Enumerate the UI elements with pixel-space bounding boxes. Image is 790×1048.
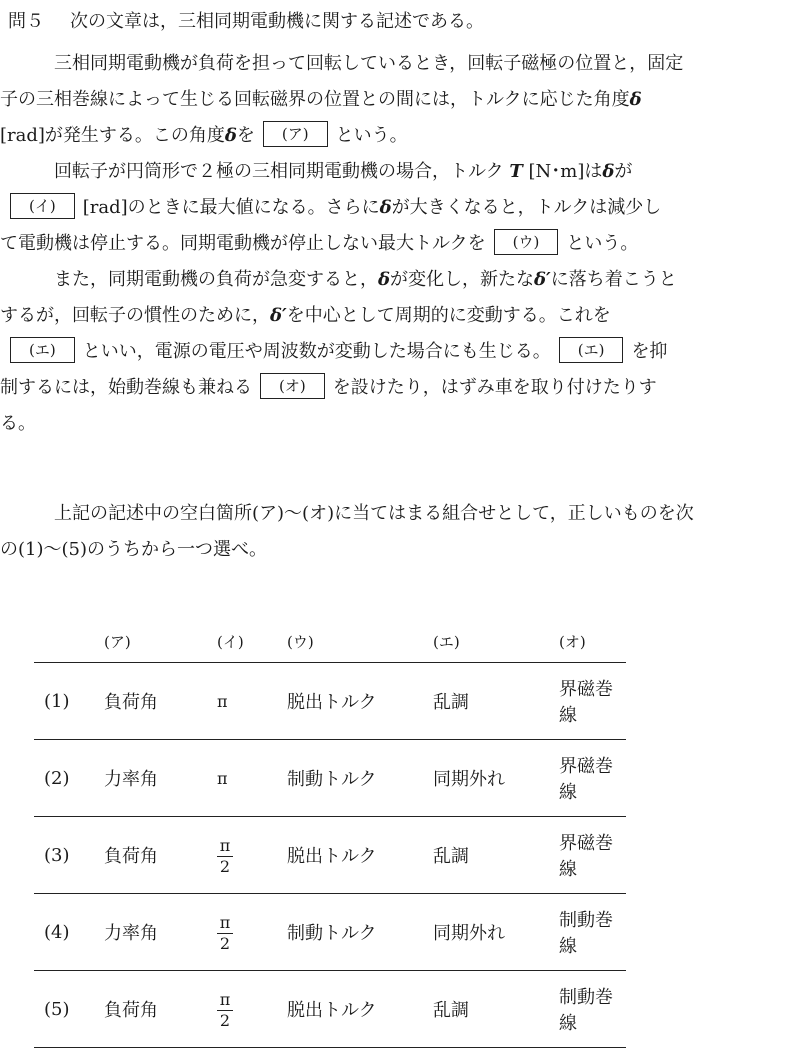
choice-cell-c: 脱出トルク	[286, 663, 432, 740]
delta-symbol: δ	[379, 197, 392, 218]
paragraph-line: [rad]が発生する。この角度δを (ア) という。	[0, 118, 750, 154]
paragraph-line: (イ) [rad]のときに最大値になる。さらにδが大きくなると，トルクは減少し	[0, 190, 750, 226]
paragraph-line: 三相同期電動機が負荷を担って回転しているとき，回転子磁極の位置と，固定	[54, 53, 684, 74]
paragraph-line: て電動機は停止する。同期電動機が停止しない最大トルクを (ウ) という。	[0, 226, 750, 262]
choice-cell-c: 制動トルク	[286, 740, 432, 817]
delta-symbol: δ	[224, 125, 237, 146]
blank-box-d-repeat: (エ)	[559, 337, 624, 363]
question-number: 問５	[8, 11, 44, 32]
fraction	[217, 914, 233, 953]
choice-number: (5)	[34, 971, 103, 1048]
choice-cell-a: 負荷角	[103, 663, 211, 740]
table-header-row	[34, 620, 626, 663]
paragraph-line: る。	[0, 413, 36, 434]
choice-cell-c: 制動トルク	[286, 894, 432, 971]
pi-symbol: π	[219, 835, 231, 855]
choice-cell-e: 制動巻線	[558, 894, 626, 971]
table-row[interactable]	[34, 740, 626, 817]
choice-cell-b	[211, 817, 286, 894]
paragraph-line: (エ) といい，電源の電圧や周波数が変動した場合にも生じる。 (エ) を抑	[0, 334, 750, 370]
paragraph-instruction	[0, 496, 750, 568]
fraction	[217, 991, 233, 1030]
paragraph-line: 上記の記述中の空白箇所(ア)～(オ)に当てはまる組合せとして，正しいものを次	[54, 503, 694, 524]
table-row[interactable]	[34, 817, 626, 894]
choice-cell-c: 脱出トルク	[286, 817, 432, 894]
paragraph-intro	[0, 46, 750, 154]
delta-prime-symbol: δ′	[534, 269, 551, 290]
choice-cell-e: 界磁巻線	[558, 817, 626, 894]
table-row[interactable]	[34, 663, 626, 740]
choice-cell-b	[211, 663, 286, 740]
choice-cell-a: 負荷角	[103, 817, 211, 894]
paragraph-line: するが，回転子の慣性のために，δ′を中心として周期的に変動する。これを	[0, 305, 611, 326]
blank-box-d: (エ)	[10, 337, 75, 363]
pi-symbol: π	[217, 768, 228, 788]
delta-symbol: δ	[629, 89, 642, 110]
fraction-denominator: 2	[219, 933, 231, 953]
choice-cell-b	[211, 740, 286, 817]
paragraph-line: 回転子が円筒形で２極の三相同期電動機の場合，トルク T [N･m]はδが	[54, 161, 633, 182]
torque-symbol: T	[509, 161, 523, 182]
choice-cell-a: 力率角	[103, 894, 211, 971]
choice-cell-b	[211, 894, 286, 971]
table-row[interactable]	[34, 971, 626, 1048]
choice-cell-e: 界磁巻線	[558, 740, 626, 817]
fraction	[217, 837, 233, 876]
pi-symbol: π	[219, 989, 231, 1009]
table-header-cell: (エ)	[432, 620, 558, 663]
table-header-cell: (ウ)	[286, 620, 432, 663]
table-header-cell	[34, 620, 103, 663]
choice-cell-d: 同期外れ	[432, 740, 558, 817]
table-header-cell: (オ)	[558, 620, 626, 663]
question-title: 次の文章は，三相同期電動機に関する記述である。	[70, 11, 484, 32]
choice-number: (3)	[34, 817, 103, 894]
choice-cell-d: 乱調	[432, 663, 558, 740]
paragraph-torque	[0, 154, 750, 262]
choice-cell-e: 制動巻線	[558, 971, 626, 1048]
choice-cell-b	[211, 971, 286, 1048]
blank-box-e: (オ)	[260, 373, 325, 399]
paragraph-line: 制するには，始動巻線も兼ねる (オ) を設けたり，はずみ車を取り付けたりす	[0, 370, 750, 406]
blank-box-a: (ア)	[263, 121, 328, 147]
delta-symbol: δ	[602, 161, 615, 182]
choice-cell-a: 負荷角	[103, 971, 211, 1048]
choice-cell-e: 界磁巻線	[558, 663, 626, 740]
choice-cell-c: 脱出トルク	[286, 971, 432, 1048]
paragraph-line: の(1)～(5)のうちから一つ選べ。	[0, 539, 267, 560]
table-header-cell: (イ)	[211, 620, 286, 663]
fraction-denominator: 2	[219, 856, 231, 876]
pi-symbol: π	[217, 691, 228, 711]
fraction-denominator: 2	[219, 1010, 231, 1030]
choice-cell-d: 同期外れ	[432, 894, 558, 971]
question-header	[8, 10, 484, 34]
paragraph-line: また，同期電動機の負荷が急変すると，δが変化し，新たなδ′に落ち着こうと	[54, 269, 677, 290]
choice-number: (4)	[34, 894, 103, 971]
choice-number: (1)	[34, 663, 103, 740]
blank-box-b: (イ)	[10, 193, 75, 219]
paragraph-line: 子の三相巻線によって生じる回転磁界の位置との間には，トルクに応じた角度δ	[0, 89, 642, 110]
choice-cell-d: 乱調	[432, 971, 558, 1048]
table-row[interactable]	[34, 894, 626, 971]
choice-cell-a: 力率角	[103, 740, 211, 817]
answer-choices-table	[34, 620, 626, 1048]
delta-symbol: δ	[378, 269, 391, 290]
pi-symbol: π	[219, 912, 231, 932]
choice-number: (2)	[34, 740, 103, 817]
delta-prime-symbol: δ′	[270, 305, 287, 326]
blank-box-c: (ウ)	[494, 229, 559, 255]
table-header-cell: (ア)	[103, 620, 211, 663]
paragraph-hunting	[0, 262, 750, 442]
choice-cell-d: 乱調	[432, 817, 558, 894]
